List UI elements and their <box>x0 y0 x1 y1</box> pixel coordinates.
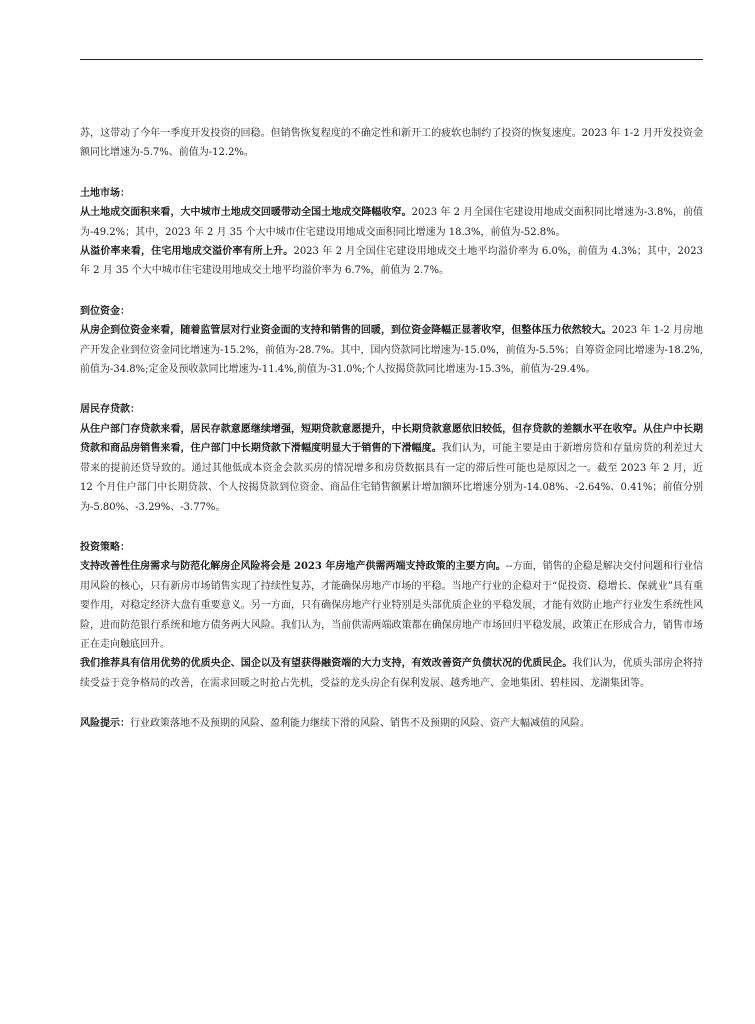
land-market-heading: 土地市场： <box>80 187 130 199</box>
deposits-text: 我们认为，可能主要是由于新增房贷和存量房贷的利差过大带来的提前还贷导致的。通过其他低成本资金会款买房的情况增多和房贷数据具有一定的滞后性可能也是原因之一。截至 2023 年 2 月，近 12 个月住户部门中长期贷款、个人按揭贷款到位资金、商品住宅销售额累计增加额环比增速分别为-14.08%、-2.64%、0.41%；前值分别为-5.80%、-3.29%、-3.77%。 <box>80 443 704 513</box>
risk-paragraph <box>80 714 703 733</box>
strategy-lead-2: 我们推荐具有信用优势的优质央企、国企以及有望获得融资端的大力支持，有效改善资产负债状况的优质民企。 <box>80 658 573 670</box>
funds-section <box>80 302 703 380</box>
strategy-paragraph-2 <box>80 654 703 693</box>
strategy-paragraph-1 <box>80 557 703 654</box>
header-rule <box>80 59 703 60</box>
intro-paragraph: 苏，这带动了今年一季度开发投资的回稳。但销售恢复程度的不确定性和新开工的疲软也制约了投资的恢复速度。2023 年 1-2 月开发投资金额同比增速为-5.7%、前值为-12.2%。 <box>80 128 703 159</box>
risk-label: 风险提示： <box>80 718 130 730</box>
deposits-heading: 居民存贷款： <box>80 404 140 416</box>
land-area-lead: 从土地成交面积来看，大中城市土地成交回暖带动全国土地成交降幅收窄。 <box>80 207 412 219</box>
land-premium-text: 2023 年 2 月全国住宅建设用地成交土地平均溢价率为 6.0%，前值为 4.3%；其中，2023 年 2 月 35 个大中城市住宅建设用地成交土地平均溢价率为 6.7%，前值为 2.7%。 <box>80 246 704 277</box>
strategy-text-1: --方面，销售的企稳是解决交付问题和行业信用风险的核心，只有新房市场销售实现了持续性复苏，才能确保房地产市场的平稳。当地产行业的企稳对于“促投资、稳增长、保就业”具有重要作用，对稳定经济大盘有重要意义。另一方面，只有确保房地产行业特别是头部优质企业的平稳发展，才能有效防止地产行业发生系统性风险，进而防范银行系统和地方债务两大风险。我们认为，当前供需两端政策都在确保房地产市场回归平稳发展，政策正在形成合力，销售市场正在走向触底回升。 <box>80 561 703 650</box>
land-premium-paragraph <box>80 242 703 281</box>
funds-text: 2023 年 1-2 月房地产开发企业到位资金同比增速为-15.2%，前值为-28.7%。其中，国内贷款同比增速为-15.0%，前值为-5.5%；自筹资金同比增速为-18.2%,前值为-34.8%;定金及预收款同比增速为-11.4%,前值为-31.0%;个人按揭贷款同比增速为-15.3%，前值为-29.4%。 <box>80 325 704 376</box>
land-area-paragraph <box>80 203 703 242</box>
strategy-lead-1: 支持改善性住房需求与防范化解房企风险将会是 2023 年房地产供需两端支持政策的主要方向。 <box>80 561 506 573</box>
deposits-paragraph <box>80 420 703 517</box>
land-premium-lead: 从溢价率来看，住宅用地成交溢价率有所上升。 <box>80 246 294 258</box>
deposits-lead: 从住户部门存贷款来看，居民存款意愿继续增强，短期贷款意愿提升，中长期贷款意愿依旧较低，但存贷款的差额水平在收窄。从住户中长期贷款和商品房销售来看，住户部门中长期贷款下滑幅度明显大于销售的下滑幅度。 <box>80 423 703 455</box>
deposits-section <box>80 400 703 516</box>
strategy-section <box>80 538 703 693</box>
report-body <box>80 124 703 734</box>
land-area-text: 2023 年 2 月全国住宅建设用地成交面积同比增速为-3.8%，前值为-49.2%；其中，2023 年 2 月 35 个大中城市住宅建设用地成交面积同比增速为 18.3%，前值为-52.8%。 <box>80 207 704 238</box>
strategy-heading: 投资策略： <box>80 541 130 553</box>
funds-heading: 到位资金： <box>80 305 130 317</box>
funds-paragraph <box>80 321 703 379</box>
land-market-section <box>80 184 703 281</box>
funds-lead: 从房企到位资金来看，随着监管层对行业资金面的支持和销售的回暖，到位资金降幅正显著收窄，但整体压力依然较大。 <box>80 325 612 337</box>
risk-text: 行业政策落地不及预期的风险、盈利能力继续下滑的风险、销售不及预期的风险、资产大幅减值的风险。 <box>130 718 590 730</box>
strategy-text-2: 我们认为，优质头部房企将持续受益于竞争格局的改善，在需求回暖之时抢占先机，受益的龙头房企有保利发展、越秀地产、金地集团、碧桂园、龙湖集团等。 <box>80 658 704 689</box>
